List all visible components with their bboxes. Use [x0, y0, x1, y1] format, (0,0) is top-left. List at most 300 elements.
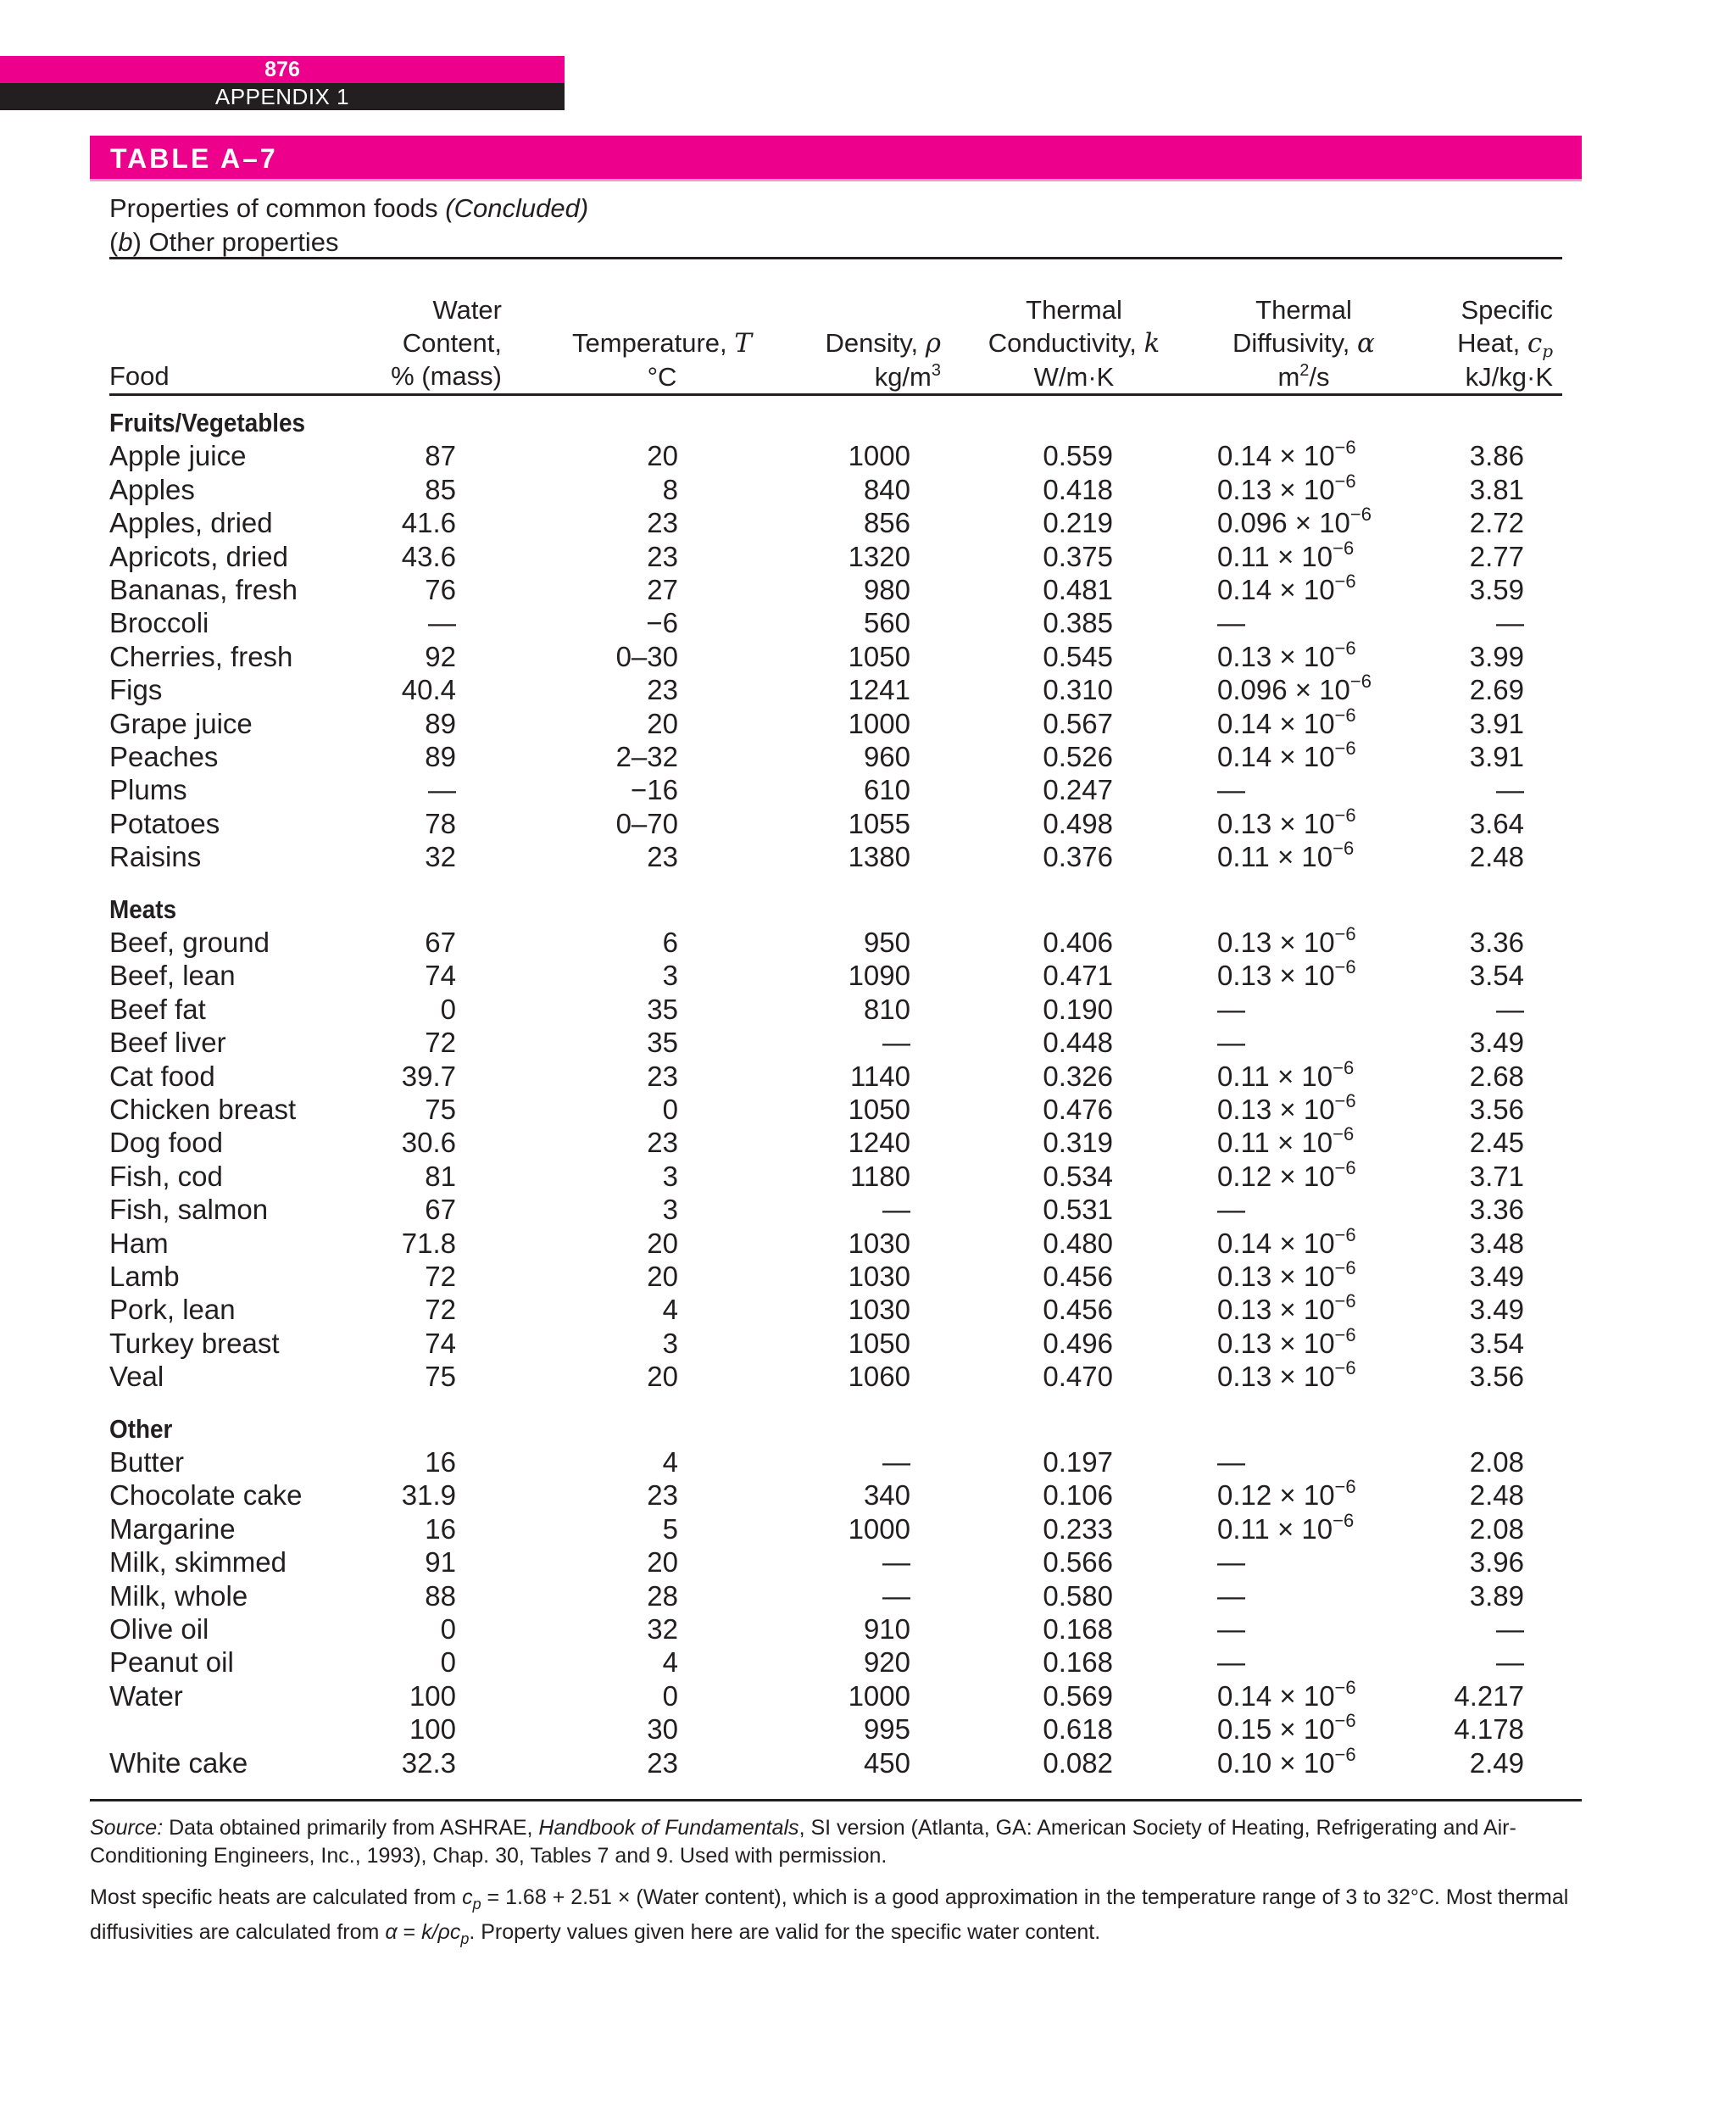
cell-specific-heat: 2.08	[1469, 1446, 1524, 1478]
cell-specific-heat: 4.178	[1454, 1713, 1524, 1746]
cell-conductivity: 0.310	[1043, 674, 1113, 706]
cell-water-content: 71.8	[401, 1227, 456, 1259]
page-number: 876	[0, 56, 565, 83]
table-row	[0, 1579, 1736, 1612]
cell-diffusivity	[1217, 704, 1356, 740]
cell-density: 340	[863, 1479, 910, 1512]
col-alpha-symbol: α	[1357, 328, 1375, 359]
cell-specific-heat: 2.77	[1469, 540, 1524, 572]
cell-density: 560	[863, 607, 910, 639]
cell-water-content: 72	[425, 1294, 456, 1326]
cell-water-content: 40.4	[401, 674, 456, 706]
caption-rule	[109, 257, 1562, 259]
cell-density: 1140	[850, 1060, 910, 1092]
cell-diffusivity	[1217, 1357, 1356, 1393]
table-row	[0, 1545, 1736, 1579]
cell-conductivity: 0.498	[1043, 807, 1113, 839]
cell-diffusivity	[1217, 1612, 1245, 1645]
cell-conductivity: 0.190	[1043, 993, 1113, 1025]
table-label: TABLE A–7	[90, 136, 1582, 181]
cell-conductivity: 0.569	[1043, 1679, 1113, 1712]
cell-diffusivity	[1217, 1478, 1356, 1512]
cell-water-content: 78	[425, 807, 456, 839]
cell-conductivity: 0.480	[1043, 1227, 1113, 1259]
cell-conductivity: 0.406	[1043, 927, 1113, 958]
cell-density: 1060	[848, 1361, 910, 1393]
cell-water-content: 31.9	[401, 1479, 456, 1512]
cell-water-content: 0	[440, 1646, 456, 1679]
note-alpha-symbol: α	[385, 1920, 398, 1944]
table-row	[0, 704, 1736, 740]
cell-diffusivity	[1217, 1445, 1245, 1478]
cell-water-content: 75	[425, 1094, 456, 1125]
cell-water-content: 0	[440, 1613, 456, 1645]
cell-temperature: 3	[662, 960, 678, 992]
table-bottom-rule	[90, 1799, 1582, 1801]
cell-conductivity: 0.418	[1043, 473, 1113, 505]
cell-diffusivity	[1217, 637, 1356, 673]
diffusivity-exponent: −6	[1334, 1223, 1356, 1245]
cell-food: Peaches	[109, 741, 219, 772]
cell-food: Plums	[109, 774, 187, 806]
table-row	[0, 804, 1736, 840]
cell-water-content: 100	[409, 1679, 456, 1712]
table-row	[0, 439, 1736, 472]
cell-conductivity: 0.545	[1043, 640, 1113, 672]
cell-food: Beef fat	[109, 993, 206, 1025]
cell-density: 980	[863, 574, 910, 605]
appendix-label: APPENDIX 1	[0, 83, 565, 110]
diffusivity-mantissa: 0.15 × 10	[1217, 1713, 1335, 1746]
cell-conductivity: 0.375	[1043, 540, 1113, 572]
table-row	[0, 1193, 1736, 1226]
cell-water-content: 32.3	[401, 1746, 456, 1779]
cell-density: 1030	[848, 1227, 910, 1259]
diffusivity-exponent: −6	[1334, 804, 1356, 826]
cell-density: 995	[863, 1713, 910, 1746]
col-cp-unit: kJ/kg·K	[1465, 362, 1553, 392]
cell-diffusivity	[1217, 1123, 1355, 1159]
cell-density: 1000	[848, 1512, 910, 1545]
cell-diffusivity	[1217, 1323, 1356, 1360]
col-alpha-label: Diffusivity,	[1232, 328, 1358, 358]
caption-text: Properties of common foods	[109, 193, 446, 223]
diffusivity-mantissa: 0.11 × 10	[1217, 1512, 1333, 1545]
cell-food: Milk, whole	[109, 1579, 248, 1612]
cell-density: 1050	[848, 1094, 910, 1125]
cell-conductivity: 0.319	[1043, 1127, 1113, 1159]
cell-density: 840	[863, 473, 910, 505]
cell-specific-heat: 3.54	[1469, 1327, 1524, 1359]
table-row	[0, 637, 1736, 673]
table-row	[0, 1676, 1736, 1712]
note-text-b: = 1.68 + 2.51 × (Water content), which is a good approximation in the temperature range of 3 to 32°C. Most thermal diffusivities are calculated from	[90, 1885, 1569, 1944]
cell-conductivity: 0.476	[1043, 1094, 1113, 1125]
cell-diffusivity	[1217, 956, 1356, 992]
cell-water-content: 75	[425, 1361, 456, 1393]
diffusivity-exponent: −6	[1333, 1056, 1355, 1078]
diffusivity-mantissa: 0.11 × 10	[1217, 1060, 1333, 1092]
cell-food: Apricots, dried	[109, 540, 288, 572]
table-row	[0, 1223, 1736, 1260]
cell-specific-heat: 3.91	[1469, 707, 1524, 739]
cell-temperature: −6	[646, 607, 678, 639]
cell-food: Lamb	[109, 1261, 180, 1292]
cell-density: 910	[863, 1613, 910, 1645]
cell-density: 920	[863, 1646, 910, 1679]
diffusivity-mantissa: —	[1217, 1446, 1245, 1478]
cell-diffusivity	[1217, 1676, 1356, 1712]
cell-diffusivity	[1217, 537, 1355, 573]
diffusivity-exponent: −6	[1334, 571, 1356, 592]
cell-diffusivity	[1217, 740, 1356, 773]
table-row	[0, 1323, 1736, 1360]
diffusivity-exponent: −6	[1334, 1710, 1356, 1732]
cell-water-content: 74	[425, 1327, 456, 1359]
diffusivity-mantissa: —	[1217, 1646, 1245, 1679]
section-heading: Fruits/Vegetables	[109, 408, 306, 437]
cell-specific-heat: 3.96	[1469, 1546, 1524, 1579]
col-density-unit: kg/m	[874, 362, 932, 392]
cell-temperature: 3	[662, 1160, 678, 1192]
col-cp-label: Heat,	[1457, 328, 1527, 358]
cell-density: —	[882, 1446, 910, 1478]
cell-water-content: 39.7	[401, 1060, 456, 1092]
cell-conductivity: 0.534	[1043, 1160, 1113, 1192]
note-text-c: =	[397, 1920, 422, 1944]
cell-temperature: 20	[647, 1546, 678, 1579]
cell-water-content: 72	[425, 1027, 456, 1059]
diffusivity-mantissa: 0.10 × 10	[1217, 1746, 1335, 1779]
cell-temperature: 0	[662, 1679, 678, 1712]
col-alpha-exp: 2	[1299, 361, 1310, 380]
cell-specific-heat: 3.86	[1469, 440, 1524, 472]
col-density-label: Density,	[825, 328, 926, 358]
cell-specific-heat: 3.91	[1469, 741, 1524, 772]
cell-temperature: 32	[647, 1613, 678, 1645]
cell-food: Water	[109, 1679, 183, 1712]
cell-diffusivity	[1217, 923, 1356, 959]
col-temp-unit: °C	[647, 362, 677, 392]
caption-part-letter: b	[118, 227, 133, 257]
diffusivity-exponent: −6	[1333, 1123, 1355, 1145]
table-row	[0, 537, 1736, 573]
diffusivity-exponent: −6	[1334, 1743, 1356, 1765]
diffusivity-mantissa: 0.13 × 10	[1217, 1094, 1335, 1125]
cell-food: Cherries, fresh	[109, 640, 293, 672]
cell-specific-heat: 2.68	[1469, 1060, 1524, 1092]
cell-diffusivity	[1217, 606, 1245, 639]
table-row	[0, 673, 1736, 706]
cell-conductivity: 0.496	[1043, 1327, 1113, 1359]
cell-temperature: 23	[647, 540, 678, 572]
table-row	[0, 606, 1736, 639]
cell-food: Fish, cod	[109, 1160, 223, 1192]
cell-density: 856	[863, 507, 910, 539]
cell-diffusivity	[1217, 573, 1356, 606]
cell-specific-heat: 3.48	[1469, 1227, 1524, 1259]
cell-density: —	[882, 1546, 910, 1579]
diffusivity-exponent: −6	[1333, 1509, 1355, 1531]
table-row	[0, 1090, 1736, 1126]
diffusivity-mantissa: 0.096 × 10	[1217, 507, 1350, 539]
diffusivity-exponent: −6	[1349, 671, 1372, 693]
cell-water-content: —	[428, 607, 456, 639]
cell-diffusivity	[1217, 773, 1245, 806]
diffusivity-mantissa: 0.11 × 10	[1217, 540, 1333, 572]
cell-temperature: 5	[662, 1512, 678, 1545]
col-k-symbol: k	[1143, 328, 1160, 359]
cell-temperature: 20	[647, 1227, 678, 1259]
note-p-subscript: p	[460, 1930, 470, 1947]
cell-conductivity: 0.376	[1043, 841, 1113, 873]
col-k-line1: Thermal	[1026, 295, 1122, 325]
cell-food: Olive oil	[109, 1613, 209, 1645]
cell-food: Milk, skimmed	[109, 1546, 287, 1579]
diffusivity-exponent: −6	[1334, 1676, 1356, 1698]
table-row	[0, 840, 1736, 873]
section-heading: Other	[109, 1413, 173, 1444]
calculation-note	[90, 1884, 1582, 1953]
diffusivity-exponent: −6	[1334, 956, 1356, 978]
cell-temperature: 2–32	[615, 741, 678, 772]
diffusivity-exponent: −6	[1334, 1156, 1356, 1178]
cell-food: Beef liver	[109, 1027, 226, 1059]
cell-diffusivity	[1217, 1290, 1356, 1326]
cell-conductivity: 0.219	[1043, 507, 1113, 539]
diffusivity-mantissa: 0.14 × 10	[1217, 1679, 1335, 1712]
diffusivity-mantissa: 0.13 × 10	[1217, 1294, 1335, 1326]
cell-water-content: 88	[425, 1579, 456, 1612]
cell-density: 950	[863, 927, 910, 958]
diffusivity-mantissa: 0.14 × 10	[1217, 741, 1335, 772]
col-header-density	[825, 293, 941, 393]
cell-conductivity: 0.471	[1043, 960, 1113, 992]
cell-water-content: 30.6	[401, 1127, 456, 1159]
cell-temperature: 28	[647, 1579, 678, 1612]
cell-density: 810	[863, 993, 910, 1025]
cell-water-content: 76	[425, 574, 456, 605]
cell-conductivity: 0.559	[1043, 440, 1113, 472]
cell-conductivity: 0.247	[1043, 774, 1113, 806]
cell-specific-heat: —	[1496, 1613, 1524, 1645]
cell-conductivity: 0.470	[1043, 1361, 1113, 1393]
cell-specific-heat: 3.71	[1469, 1160, 1524, 1192]
cell-conductivity: 0.385	[1043, 607, 1113, 639]
cell-specific-heat: 3.56	[1469, 1094, 1524, 1125]
cell-temperature: −16	[631, 774, 678, 806]
table-row	[0, 993, 1736, 1026]
table-caption	[109, 192, 588, 259]
col-water-line2: Content,	[402, 328, 502, 358]
note-cp-symbol: c	[462, 1885, 473, 1909]
diffusivity-mantissa: —	[1217, 1546, 1245, 1579]
table-row	[0, 1026, 1736, 1059]
cell-temperature: 0–30	[615, 640, 678, 672]
cell-water-content: 89	[425, 741, 456, 772]
cell-water-content: 89	[425, 707, 456, 739]
cell-specific-heat: —	[1496, 607, 1524, 639]
cell-density: 1050	[848, 1327, 910, 1359]
col-density-exp: 3	[931, 361, 941, 380]
cell-food: Grape juice	[109, 707, 253, 739]
cell-temperature: 4	[662, 1646, 678, 1679]
diffusivity-mantissa: 0.13 × 10	[1217, 1327, 1335, 1359]
cell-density: 1380	[848, 841, 910, 873]
col-header-water	[391, 293, 502, 393]
cell-temperature: 20	[647, 1261, 678, 1292]
cell-temperature: 35	[647, 1027, 678, 1059]
cell-conductivity: 0.448	[1043, 1027, 1113, 1059]
cell-conductivity: 0.168	[1043, 1646, 1113, 1679]
cell-temperature: 23	[647, 1127, 678, 1159]
cell-diffusivity	[1217, 1056, 1355, 1093]
table-row	[0, 1257, 1736, 1293]
cell-water-content: 0	[440, 993, 456, 1025]
cell-food: Apples	[109, 473, 195, 505]
cell-diffusivity	[1217, 1743, 1356, 1779]
cell-density: 960	[863, 741, 910, 772]
cell-food: Turkey breast	[109, 1327, 280, 1359]
diffusivity-mantissa: 0.12 × 10	[1217, 1160, 1335, 1192]
cell-temperature: 0	[662, 1094, 678, 1125]
caption-subtitle: ) Other properties	[132, 227, 339, 257]
table-row	[0, 1612, 1736, 1645]
cell-diffusivity	[1217, 1579, 1245, 1612]
cell-water-content: —	[428, 774, 456, 806]
table-row	[0, 1478, 1736, 1512]
cell-water-content: 16	[425, 1512, 456, 1545]
diffusivity-exponent: −6	[1334, 1476, 1356, 1498]
cell-water-content: 72	[425, 1261, 456, 1292]
cell-diffusivity	[1217, 1645, 1245, 1679]
cell-water-content: 43.6	[401, 540, 456, 572]
diffusivity-mantissa: 0.13 × 10	[1217, 1361, 1335, 1393]
cell-density: 1320	[848, 540, 910, 572]
diffusivity-mantissa: 0.12 × 10	[1217, 1479, 1335, 1512]
cell-water-content: 74	[425, 960, 456, 992]
cell-specific-heat: 2.08	[1469, 1512, 1524, 1545]
source-note	[90, 1814, 1582, 1870]
cell-temperature: 3	[662, 1327, 678, 1359]
caption-concluded: (Concluded)	[445, 193, 589, 223]
cell-conductivity: 0.526	[1043, 741, 1113, 772]
diffusivity-mantissa: 0.14 × 10	[1217, 440, 1335, 472]
header-rule	[109, 393, 1562, 396]
cell-specific-heat: 3.99	[1469, 640, 1524, 672]
cell-conductivity: 0.481	[1043, 574, 1113, 605]
diffusivity-exponent: −6	[1334, 1290, 1356, 1312]
diffusivity-mantissa: —	[1217, 1194, 1245, 1226]
cell-water-content: 41.6	[401, 507, 456, 539]
cell-food: Cat food	[109, 1060, 215, 1092]
cell-conductivity: 0.233	[1043, 1512, 1113, 1545]
cell-density: 1000	[848, 707, 910, 739]
cell-temperature: 23	[647, 1479, 678, 1512]
col-alpha-unit-m: m	[1277, 362, 1300, 392]
note-kpc: k/ρc	[421, 1920, 461, 1944]
cell-food: Raisins	[109, 841, 202, 873]
cell-specific-heat: —	[1496, 993, 1524, 1025]
cell-food: Pork, lean	[109, 1294, 236, 1326]
cell-specific-heat: —	[1496, 1646, 1524, 1679]
diffusivity-exponent: −6	[1334, 923, 1356, 944]
cell-specific-heat: 3.36	[1469, 927, 1524, 958]
cell-specific-heat: 3.54	[1469, 960, 1524, 992]
diffusivity-mantissa: 0.13 × 10	[1217, 960, 1335, 992]
table-row	[0, 1290, 1736, 1326]
source-text-a: Data obtained primarily from ASHRAE,	[163, 1816, 539, 1840]
diffusivity-exponent: −6	[1334, 704, 1356, 726]
col-header-temp	[566, 293, 758, 393]
cell-specific-heat: 3.36	[1469, 1194, 1524, 1226]
cell-temperature: 35	[647, 993, 678, 1025]
cell-conductivity: 0.326	[1043, 1060, 1113, 1092]
cell-diffusivity	[1217, 1026, 1245, 1059]
cell-conductivity: 0.168	[1043, 1613, 1113, 1645]
table-row	[0, 1743, 1736, 1779]
cell-specific-heat: 3.49	[1469, 1294, 1524, 1326]
cell-temperature: 0–70	[615, 807, 678, 839]
diffusivity-mantissa: —	[1217, 774, 1245, 806]
cell-food: Butter	[109, 1446, 185, 1478]
cell-food: Figs	[109, 674, 163, 706]
cell-density: 1000	[848, 440, 910, 472]
table-row	[0, 506, 1736, 539]
table-row	[0, 573, 1736, 606]
cell-food: Chicken breast	[109, 1094, 297, 1125]
diffusivity-mantissa: 0.13 × 10	[1217, 927, 1335, 958]
col-k-unit: W/m·K	[1033, 362, 1115, 392]
cell-food: Margarine	[109, 1512, 236, 1545]
diffusivity-mantissa: 0.13 × 10	[1217, 640, 1335, 672]
cell-specific-heat: 3.56	[1469, 1361, 1524, 1393]
cell-temperature: 3	[662, 1194, 678, 1226]
table-row	[0, 470, 1736, 506]
cell-diffusivity	[1217, 470, 1356, 506]
cell-food: Beef, ground	[109, 927, 270, 958]
cell-diffusivity	[1217, 1193, 1245, 1226]
cell-specific-heat: —	[1496, 774, 1524, 806]
table-row	[0, 1645, 1736, 1679]
diffusivity-mantissa: 0.14 × 10	[1217, 707, 1335, 739]
cell-density: 1241	[848, 674, 910, 706]
col-water-line1: Water	[432, 295, 502, 325]
cell-specific-heat: 4.217	[1454, 1679, 1524, 1712]
cell-diffusivity	[1217, 804, 1356, 840]
cell-conductivity: 0.456	[1043, 1261, 1113, 1292]
caption-paren: (	[109, 227, 119, 257]
cell-temperature: 4	[662, 1446, 678, 1478]
cell-conductivity: 0.531	[1043, 1194, 1113, 1226]
cell-specific-heat: 2.48	[1469, 1479, 1524, 1512]
col-cp-subscript: p	[1542, 341, 1553, 361]
cell-temperature: 23	[647, 507, 678, 539]
cell-specific-heat: 2.45	[1469, 1127, 1524, 1159]
col-water-line3: % (mass)	[391, 361, 502, 391]
cell-water-content: 100	[409, 1713, 456, 1746]
cell-specific-heat: 3.81	[1469, 473, 1524, 505]
cell-specific-heat: 2.49	[1469, 1746, 1524, 1779]
col-temp-label: Temperature,	[572, 328, 735, 358]
cell-specific-heat: 3.64	[1469, 807, 1524, 839]
cell-density: —	[882, 1579, 910, 1612]
cell-density: 1030	[848, 1294, 910, 1326]
cell-diffusivity	[1217, 439, 1356, 472]
cell-density: 1000	[848, 1679, 910, 1712]
diffusivity-mantissa: 0.11 × 10	[1217, 1127, 1333, 1159]
cell-density: 1050	[848, 640, 910, 672]
